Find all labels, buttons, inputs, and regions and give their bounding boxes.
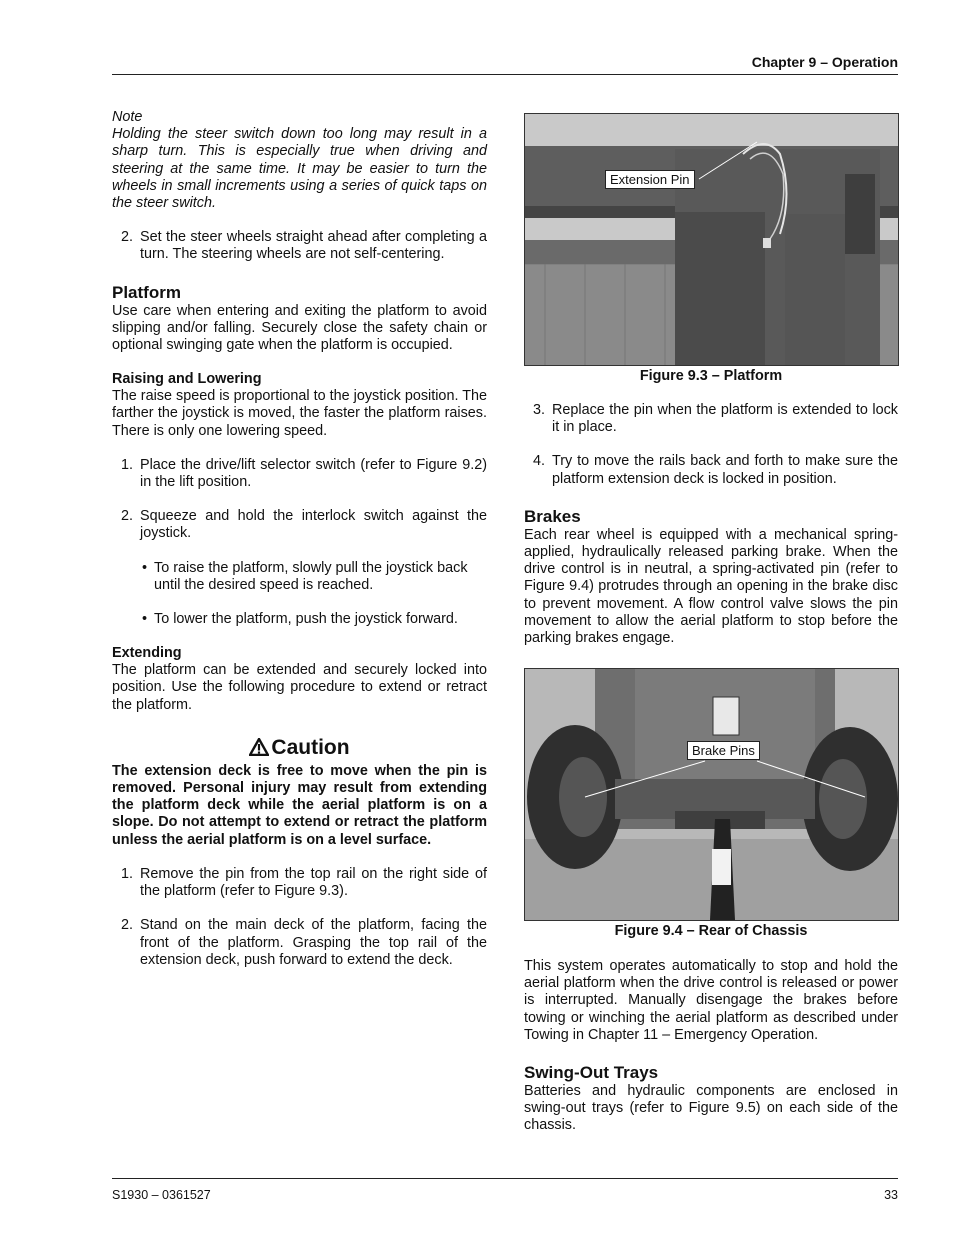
step-number: 4. — [533, 453, 546, 470]
bullet-mark: • — [142, 611, 148, 628]
list-item — [112, 229, 487, 263]
right-column-upper — [524, 402, 898, 647]
list-item — [112, 457, 487, 491]
platform-text: Use care when entering and exiting the platform to avoid slipping and/or falling. Securely close the safety chain or optional swinging gate when the platform is occupied. — [112, 302, 487, 354]
step-text: Remove the pin from the top rail on the right side of the platform (refer to Figure 9.3). — [140, 865, 487, 900]
list-item — [112, 866, 487, 900]
bullet-item — [112, 611, 487, 628]
step-number: 2. — [121, 917, 134, 934]
system-text: This system operates automatically to stop and hold the aerial platform when the drive control is released or power is interrupted. Manually disengage the brakes before towing or winching the aerial platform as described under Towing in Chapter 11 – Emergency Operation. — [524, 958, 898, 1043]
bullet-mark: • — [142, 559, 148, 576]
footer-doc-id: S1930 – 0361527 — [112, 1188, 211, 1202]
bullet-text: To raise the platform, slowly pull the joystick back until the desired speed is reached. — [154, 559, 468, 593]
raising-text: The raise speed is proportional to the joystick position. The farther the joystick is moved, the faster the platform raises. There is only one lowering speed. — [112, 388, 487, 439]
bullet-item — [112, 560, 487, 594]
caution-text: The extension deck is free to move when the pin is removed. Personal injury may result from extending the platform deck while the aerial platform is on a slope. Do not attempt to extend or retract the platform unless the aerial platform is on a level surface. — [112, 762, 487, 848]
page-header: Chapter 9 – Operation — [751, 54, 898, 70]
list-item — [524, 402, 898, 436]
header-rule — [112, 74, 898, 75]
figure-chassis-photo — [524, 668, 899, 921]
platform-photo-illustration — [525, 114, 898, 365]
step-number: 2. — [121, 508, 134, 525]
warning-icon — [249, 738, 269, 756]
bullet-text: To lower the platform, push the joystick forward. — [154, 611, 458, 628]
caution-title — [112, 735, 487, 761]
footer-rule — [112, 1178, 898, 1179]
step-text: Place the drive/lift selector switch (refer to Figure 9.2) in the lift position. — [140, 456, 487, 491]
caution-label: Caution — [271, 735, 350, 759]
list-item — [524, 453, 898, 487]
raising-heading: Raising and Lowering — [112, 371, 262, 388]
step-number: 2. — [121, 229, 134, 246]
note-label: Note — [112, 109, 143, 125]
step-number: 1. — [121, 865, 134, 882]
step-number: 3. — [533, 402, 546, 418]
footer-page-number: 33 — [884, 1188, 898, 1202]
step-text: Replace the pin when the platform is extended to lock it in place. — [552, 402, 898, 436]
brakes-heading: Brakes — [524, 506, 581, 526]
figure-9-3-caption: Figure 9.3 – Platform — [639, 368, 783, 384]
chassis-photo-illustration — [525, 669, 898, 920]
left-column — [112, 109, 487, 969]
brakes-text: Each rear wheel is equipped with a mechanical spring-applied, hydraulically released parking brake. When the drive control is in neutral, a spring-activated pin (refer to Figure 9.4) protrudes through an opening in the brake disc to prevent movement. A flow control valve slows the pin movement to allow the aerial platform to stop before the parking brakes engage. — [524, 526, 898, 647]
list-item — [112, 917, 487, 969]
swing-out-heading: Swing-Out Trays — [524, 1063, 659, 1083]
right-column-lower — [524, 958, 898, 1135]
platform-heading: Platform — [112, 282, 181, 302]
step-text: Set the steer wheels straight ahead after completing a turn. The steering wheels are not self-centering. — [140, 229, 487, 263]
step-text: Squeeze and hold the interlock switch against the joystick. — [140, 508, 487, 542]
step-number: 1. — [121, 456, 134, 473]
figure-platform-photo — [524, 113, 899, 366]
note-text: Holding the steer switch down too long may result in a sharp turn. This is especially true when driving and steering at the same time. It may be easier to turn the wheels in small increments using a series of quick taps on the steer switch. — [112, 126, 487, 212]
extension-pin-callout: Extension Pin — [605, 170, 695, 189]
figure-9-4-caption: Figure 9.4 – Rear of Chassis — [614, 923, 808, 939]
extending-text: The platform can be extended and securely locked into position. Use the following procedure to extend or retract the platform. — [112, 662, 487, 713]
swing-out-text: Batteries and hydraulic components are enclosed in swing-out trays (refer to Figure 9.5) on each side of the chassis. — [524, 1083, 898, 1134]
step-text: Try to move the rails back and forth to make sure the platform extension deck is locked in position. — [552, 453, 898, 487]
list-item — [112, 508, 487, 542]
extending-heading: Extending — [112, 645, 182, 662]
step-text: Stand on the main deck of the platform, facing the front of the platform. Grasping the top rail of the extension deck, push forward to extend the deck. — [140, 917, 487, 968]
brake-pins-callout: Brake Pins — [687, 741, 760, 760]
